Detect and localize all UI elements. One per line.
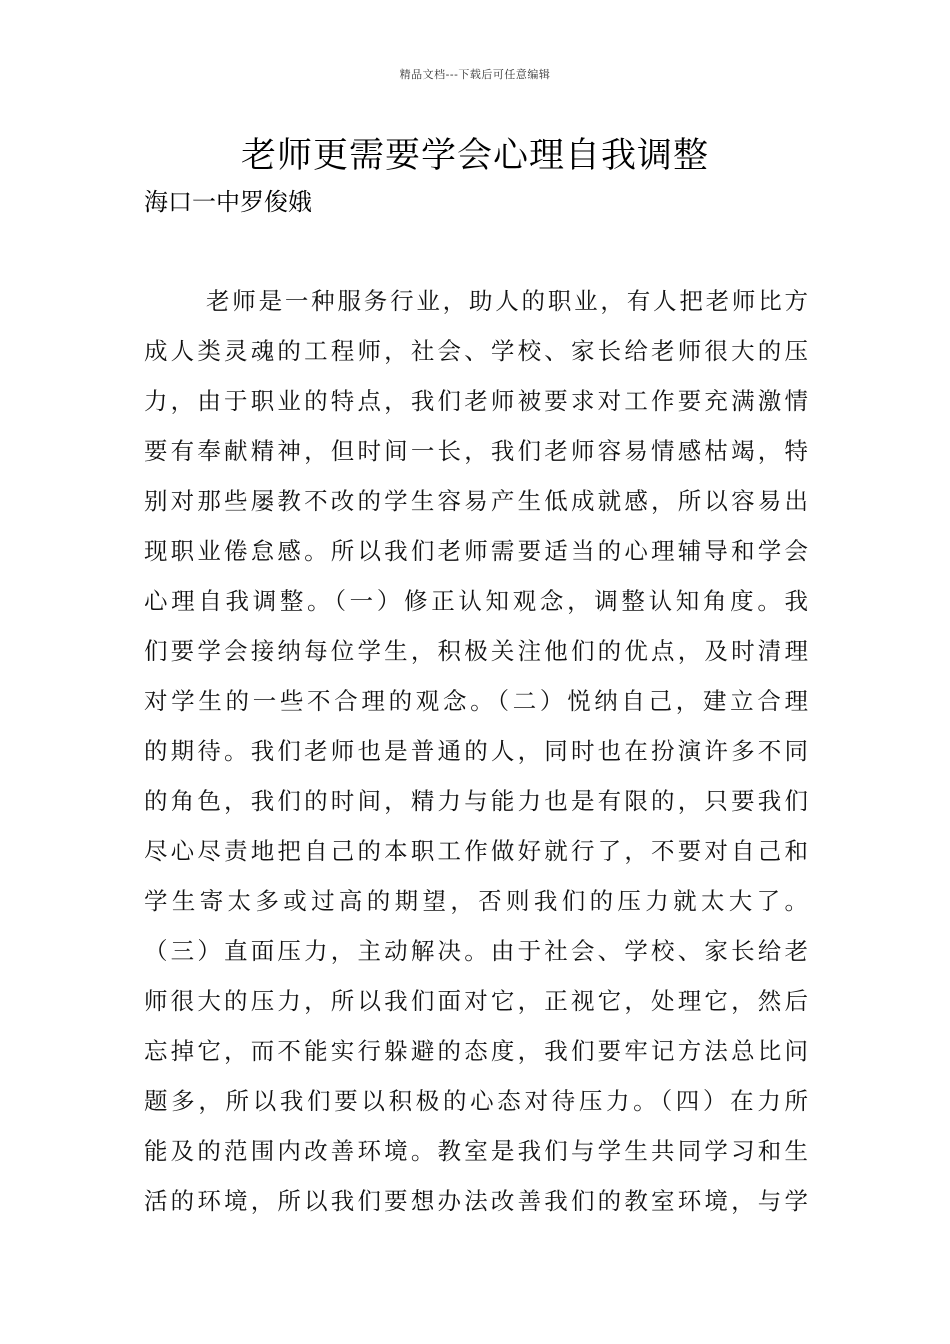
body-line: 力，由于职业的特点，我们老师被要求对工作要充满激情 <box>144 387 808 415</box>
body-line: 能及的范围内改善环境。教室是我们与学生共同学习和生 <box>144 1137 808 1165</box>
body-line: 的角色，我们的时间，精力与能力也是有限的，只要我们 <box>144 787 808 815</box>
body-line: 尽心尽责地把自己的本职工作做好就行了，不要对自己和 <box>144 837 808 865</box>
body-line: 要有奉献精神，但时间一长，我们老师容易情感枯竭，特 <box>144 437 808 465</box>
body-line: （三）直面压力，主动解决。由于社会、学校、家长给老 <box>144 937 808 965</box>
body-line: 老师是一种服务行业，助人的职业，有人把老师比方 <box>206 287 808 315</box>
author-line: 海口一中罗俊娥 <box>144 188 312 216</box>
body-paragraph <box>144 276 808 1226</box>
body-line: 们要学会接纳每位学生，积极关注他们的优点，及时清理 <box>144 637 808 665</box>
body-line: 题多，所以我们要以积极的心态对待压力。（四）在力所 <box>144 1087 808 1115</box>
body-line: 现职业倦怠感。所以我们老师需要适当的心理辅导和学会 <box>144 537 808 565</box>
body-line: 别对那些屡教不改的学生容易产生低成就感，所以容易出 <box>144 487 808 515</box>
body-line: 的期待。我们老师也是普通的人，同时也在扮演许多不同 <box>144 737 808 765</box>
header-note: 精品文档---下载后可任意编辑 <box>399 68 551 81</box>
body-line: 师很大的压力，所以我们面对它，正视它，处理它，然后 <box>144 987 808 1015</box>
body-line: 学生寄太多或过高的期望，否则我们的压力就太大了。 <box>144 887 808 915</box>
body-line: 成人类灵魂的工程师，社会、学校、家长给老师很大的压 <box>144 337 808 365</box>
body-line: 忘掉它，而不能实行躲避的态度，我们要牢记方法总比问 <box>144 1037 808 1065</box>
document-title: 老师更需要学会心理自我调整 <box>240 136 709 176</box>
body-line: 对学生的一些不合理的观念。（二）悦纳自己，建立合理 <box>144 687 808 715</box>
body-line: 活的环境，所以我们要想办法改善我们的教室环境，与学 <box>144 1187 808 1215</box>
body-line: 心理自我调整。（一）修正认知观念，调整认知角度。我 <box>144 587 808 615</box>
